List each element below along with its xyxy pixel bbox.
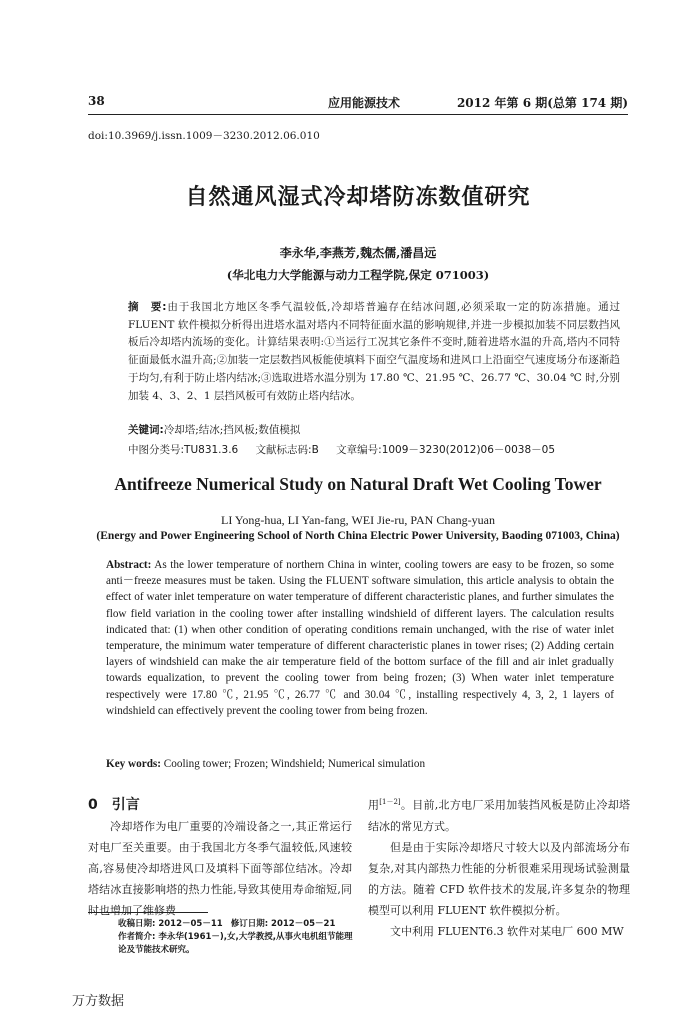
keywords-cn-label: 关键词: bbox=[128, 424, 164, 436]
watermark: 万方数据 bbox=[72, 994, 125, 1009]
footnote bbox=[118, 918, 358, 957]
abstract-en-label: Abstract: bbox=[106, 559, 152, 571]
abstract-en bbox=[106, 557, 614, 719]
revised-date: 修订日期: 2012－05－21 bbox=[230, 919, 336, 929]
abstract-cn-label: 摘 要: bbox=[128, 301, 167, 313]
abstract-en-text: As the lower temperature of northern China in winter, cooling towers are easy to be frozen, so some anti－freeze measures must be taken. Using the FLUENT software simulation, this article analysis to obtain the effect of water inlet temperature on water temperature of different characteristic planes, and further simulates the flow field variation in the cooling tower after installing windshield of different layers. The calculation results indicated that: (1) when other condition of operating conditions remain unchanged, with the rise of water inlet temperature, the minimum water temperature of different characteristic planes in tower rises; (2) Adding certain layers of windshield can make the air temperature field of the bottom surface of the fill and air inlet gradually towards equalization, to prevent the cooling tower from being frozen; (3) When water inlet temperature respectively were 17.80 ℃, 21.95 ℃, 26.77 ℃ and 30.04 ℃, installing respectively 4, 3, 2, 1 layers of windshield can effectively prevent the cooling tower from being frozen. bbox=[106, 559, 614, 717]
body-paragraph: 用[1－2]。目前,北方电厂采用加装挡风板是防止冷却塔结冰的常见方式。 bbox=[368, 798, 630, 833]
keywords-en-label: Key words: bbox=[106, 758, 161, 770]
journal-name: 应用能源技术 bbox=[328, 96, 401, 110]
document-code: 文献标志码:B bbox=[255, 444, 319, 456]
author-bio: 作者简介: 李永华(1961－),女,大学教授,从事火电机组节能理论及节能技术研究。 bbox=[118, 932, 353, 955]
body-right-column bbox=[368, 792, 630, 942]
issue-info: 2012 年第 6 期(总第 174 期) bbox=[456, 96, 628, 110]
section-number: 0 bbox=[88, 797, 98, 813]
english-title: Antifreeze Numerical Study on Natural Draft Wet Cooling Tower bbox=[114, 474, 602, 494]
article-number: 文章编号:1009－3230(2012)06－0038－05 bbox=[336, 444, 555, 456]
body-paragraph: 文中利用 FLUENT6.3 软件对某电厂 600 MW bbox=[390, 924, 624, 938]
body-paragraph: 但是由于实际冷却塔尺寸较大以及内部流场分布复杂,对其内部热力性能的分析很难采用现场试验测量的方法。随着 CFD 软件技术的发展,许多复杂的物理模型可以利用 FLUENT 软件模拟分析。 bbox=[368, 840, 630, 917]
keywords-cn-text: 冷却塔;结冰;挡风板;数值模拟 bbox=[163, 424, 301, 436]
keywords-en-text: Cooling tower; Frozen; Windshield; Numerical simulation bbox=[163, 758, 426, 770]
classification-line bbox=[128, 442, 628, 457]
body-left-column: 冷却塔作为电厂重要的冷端设备之一,其正常运行对电厂至关重要。由于我国北方冬季气温较低,风速较高,容易使冷却塔进风口及填料下面等部位结冰。冷却塔结冰直接影响塔的热力性能,导致其使用寿命缩短,同时也增加了维修费 bbox=[88, 820, 352, 917]
page-number: 38 bbox=[88, 94, 105, 108]
abstract-cn bbox=[128, 299, 620, 405]
footnote-rule bbox=[88, 912, 208, 913]
keywords-cn bbox=[128, 422, 628, 437]
paper-title: 自然通风湿式冷却塔防冻数值研究 bbox=[185, 185, 531, 210]
doi: doi:10.3969/j.issn.1009－3230.2012.06.010 bbox=[88, 130, 320, 142]
authors: 李永华,李燕芳,魏杰儒,潘昌远 bbox=[279, 246, 437, 260]
keywords-en bbox=[106, 758, 626, 770]
received-date: 收稿日期: 2012－05－11 bbox=[118, 919, 223, 929]
section-title: 引言 bbox=[111, 797, 140, 813]
abstract-cn-text: 由于我国北方地区冬季气温较低,冷却塔普遍存在结冰问题,必须采取一定的防冻措施。通过 FLUENT 软件模拟分析得出进塔水温对塔内不同特征面水温的影响规律,并进一步模拟加装不同层数挡风板后冷却塔内流场的变化。计算结果表明:①当运行工况其它条件不变时,随着进塔水温的升高,塔内不同特征面最低水温升高;②加装一定层数挡风板能使填料下面空气温度场和进风口上沿面空气速度场分布逐渐趋于均匀,有利于防止塔内结冰;③选取进塔水温分别为 17.80 ℃、21.95 ℃、26.77 ℃、30.04 ℃ 时,分别加装 4、3、2、1 层挡风板可有效防止塔内结冰。 bbox=[128, 301, 620, 402]
affiliation: (华北电力大学能源与动力工程学院,保定 071003) bbox=[226, 268, 490, 282]
citation: [1－2] bbox=[379, 798, 401, 806]
section-heading bbox=[88, 794, 154, 814]
clc-number: 中图分类号:TU831.3.6 bbox=[128, 444, 239, 456]
english-authors: LI Yong-hua, LI Yan-fang, WEI Jie-ru, PAN Chang-yuan bbox=[221, 513, 495, 527]
page-header bbox=[88, 94, 628, 115]
english-affiliation: (Energy and Power Engineering School of North China Electric Power University, Baoding 071003, China) bbox=[96, 530, 620, 542]
